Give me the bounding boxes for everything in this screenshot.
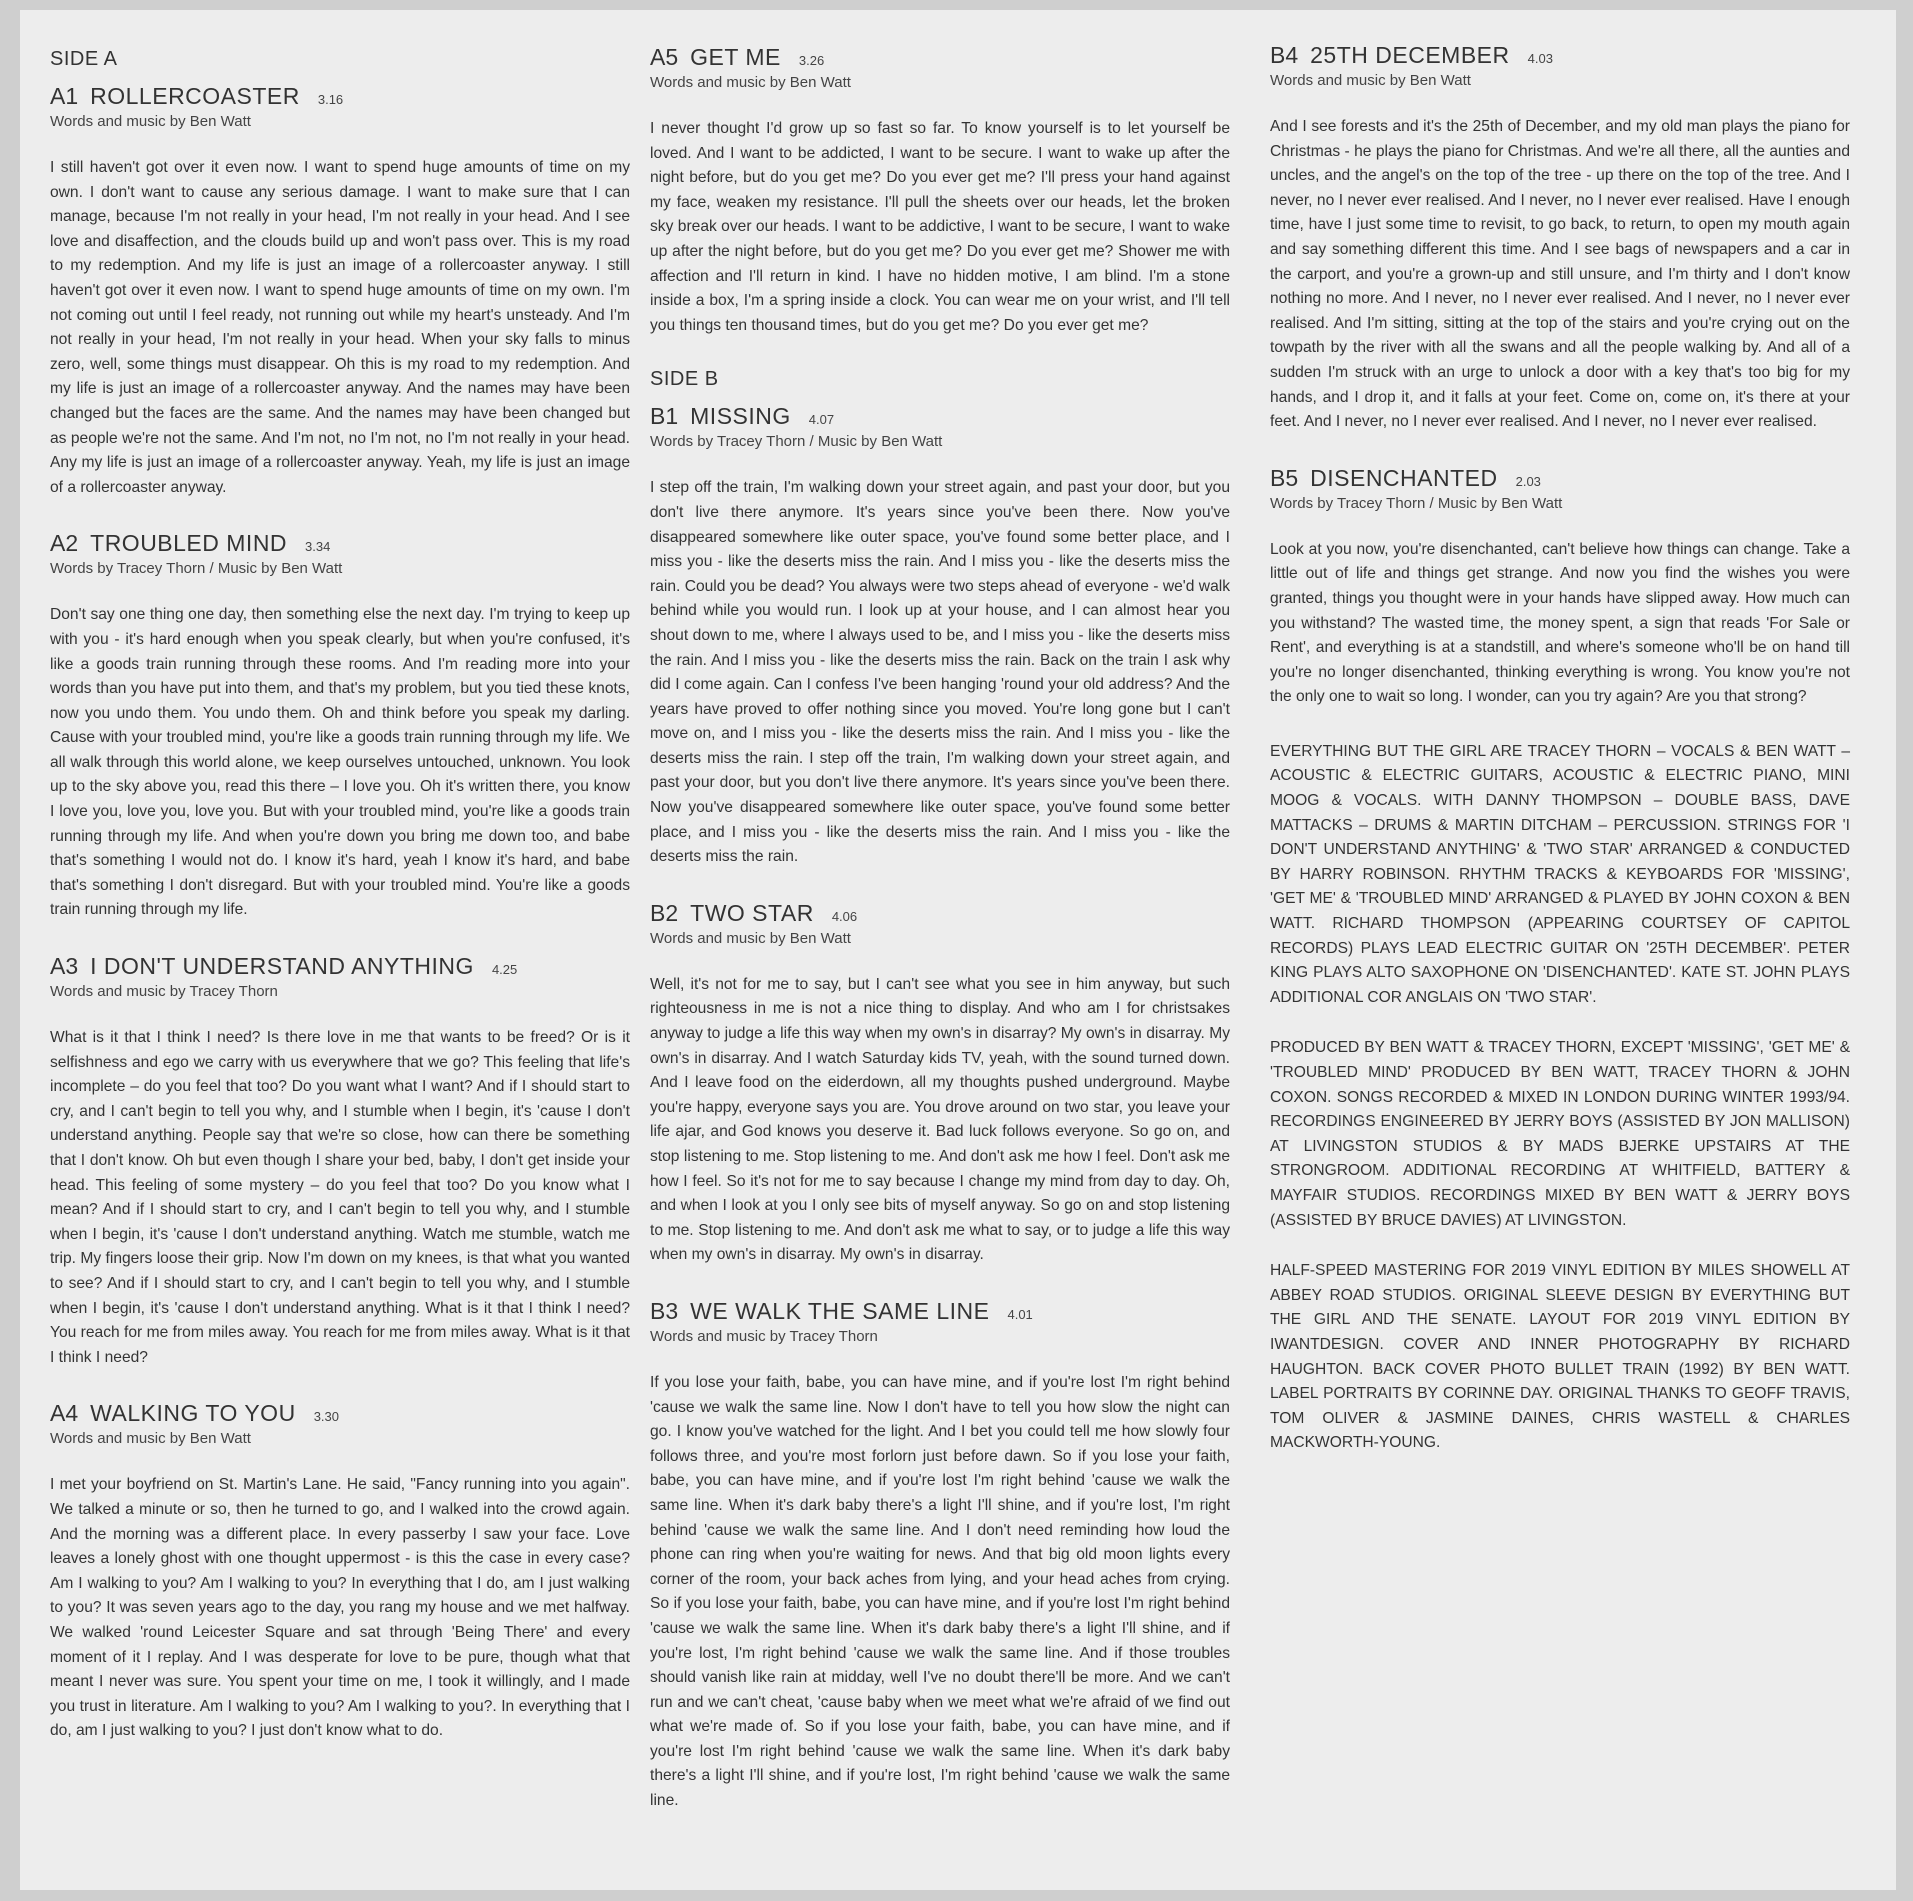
track-b4 xyxy=(1270,42,1850,435)
track-title: ROLLERCOASTER xyxy=(90,83,300,109)
credits-production: PRODUCED BY BEN WATT & TRACEY THORN, EXCEPT 'MISSING', 'GET ME' & 'TROUBLED MIND' PRODUCED BY BEN WATT, TRACEY THORN & JOHN COXON. SONGS RECORDED & MIXED IN LONDON DURING WINTER 1993/94. RECORDINGS ENGINEERED BY JERRY BOYS (ASSISTED BY JON MALLISON) AT LIVINGSTON STUDIOS & BY MADS BJERKE UPSTAIRS AT THE STRONGROOM. ADDITIONAL RECORDING AT WHITFIELD, BATTERY & MAYFAIR STUDIOS. RECORDINGS MIXED BY BEN WATT & JERRY BOYS (ASSISTED BY BRUCE DAVIES) AT LIVINGSTON. xyxy=(1270,1039,1850,1229)
track-b3 xyxy=(650,1298,1230,1814)
track-a1 xyxy=(50,83,630,500)
track-title: TWO STAR xyxy=(690,899,814,926)
track-lyrics: I never thought I'd grow up so fast so far. To know yourself is to let yourself be loved. And I want to be addicted, I want to be secure. I want to wake up after the night before, but do you get me? Do you ever get me? I'll press your hand against my face, weaken my resistance. I'll pull the sheets over our heads, let the broken sky break over our heads. I want to be addictive, I want to be secure, I want to wake up after the night before, but do you get me? Do you ever get me? Shower me with affection and I'll return in kind. I have no hidden motive, I am blind. I'm a stone inside a box, I'm a spring inside a clock. You can wear me on your wrist, and I'll tell you things ten thousand times, but do you get me? Do you ever get me? xyxy=(650,120,1230,334)
track-credit: Words by Tracey Thorn / Music by Ben Watt xyxy=(1270,494,1563,512)
track-duration: 4.25 xyxy=(491,962,518,978)
track-a5 xyxy=(650,44,1230,338)
track-duration: 3.30 xyxy=(313,1409,339,1425)
track-lyrics: If you lose your faith, babe, you can have mine, and if you're lost I'm right behind 'cause we walk the same line. Now I don't have to tell you how slow the night can go. I know you've watched for the light. And I bet you could tell me how slowly four follows three, and you're most forlorn just before dawn. So if you lose your faith, babe, you can have mine, and if you're lost I'm right behind 'cause we walk the same line. When it's dark baby there's a light I'll shine, and if you're lost, I'm right behind 'cause we walk the same line. And I don't need reminding how loud the phone can ring when you're waiting for news. And that big old moon lights every corner of the room, your back aches from lying, and your head aches from crying. So if you lose your faith, babe, you can have mine, and if you're lost I'm right behind 'cause we walk the same line. When it's dark baby there's a light I'll shine, and if you're lost, I'm right behind 'cause we walk the same line. And if those troubles should vanish like rain at midday, well I've no doubt there'll be more. And we can't run and we can't cheat, 'cause baby when we meet what we're afraid of we find out what we're made of. So if you lose your faith, babe, you can have mine, and if you're lost I'm right behind 'cause we walk the same line. When it's dark baby there's a light I'll shine, and if you're lost, I'm right behind 'cause we walk the same line. xyxy=(650,1373,1230,1810)
track-credit: Words by Tracey Thorn / Music by Ben Watt xyxy=(650,433,943,451)
track-code: A2 xyxy=(50,530,79,557)
track-credit: Words and music by Ben Watt xyxy=(50,1430,251,1448)
column-side-a xyxy=(50,48,630,1774)
track-a2 xyxy=(50,530,630,923)
track-b1 xyxy=(650,403,1230,870)
track-credit: Words and music by Ben Watt xyxy=(650,74,851,91)
track-code: B5 xyxy=(1270,464,1299,491)
track-duration: 3.16 xyxy=(317,92,344,107)
track-title: GET ME xyxy=(690,44,781,70)
track-title: I DON'T UNDERSTAND ANYTHING xyxy=(90,953,474,980)
side-b-label: SIDE B xyxy=(650,368,719,391)
track-lyrics: I step off the train, I'm walking down your street again, and past your door, but you don't live there anymore. It's years since you've been there. Now you've disappeared somewhere like outer space, you've found some better place, and I miss you - like the deserts miss the rain. And I miss you - like the deserts miss the rain. Could you be dead? You always were two steps ahead of everyone - we'd walk behind while you would run. I look up at your house, and I can almost hear you shout down to me, where I always used to be, and I miss you - like the deserts miss the rain. And I miss you - like the deserts miss the rain. Back on the train I ask why did I come again. Can I confess I've been hanging 'round your old address? And the years have proved to offer nothing since you moved. You're long gone but I can't move on, and I miss you - like the deserts miss the rain. And I miss you - like the deserts miss the rain. I step off the train, I'm walking down your street again, and past your door, but you don't live there anymore. It's years since you've been there. Now you've disappeared somewhere like outer space, you've found some better place, and I miss you - like the deserts miss the rain. And I miss you - like the deserts miss the rain. xyxy=(650,479,1230,866)
track-lyrics: What is it that I think I need? Is there love in me that wants to be freed? Or is it selfishness and ego we carry with us everywhere that we go? This feeling that life's incomplete – do you feel that too? Do you want what I want? And if I should start to cry, and I can't begin to tell you why, and I stumble when I begin, it's 'cause I don't understand anything. People say that we're so close, how can there be something that I don't know. Oh but even though I share your bed, baby, I don't get inside your head. This feeling of some mystery – do you feel that too? Do you know what I mean? And if I should start to cry, and I can't begin to tell you why, and I stumble when I begin, it's 'cause I don't understand anything. Watch me stumble, watch me trip. My fingers loose their grip. Now I'm down on my knees, is that what you wanted to see? And if I should start to cry, and I can't begin to tell you why, and I stumble when I begin, it's 'cause I don't understand anything. What is it that I think I need? You reach for me from miles away. You reach for me from miles away. What is it that I think I need? xyxy=(50,1029,630,1366)
track-duration: 4.03 xyxy=(1527,51,1553,66)
track-b2 xyxy=(650,900,1230,1268)
track-duration: 3.34 xyxy=(305,539,331,555)
track-duration: 4.07 xyxy=(808,412,835,428)
credits-design: HALF-SPEED MASTERING FOR 2019 VINYL EDITION BY MILES SHOWELL AT ABBEY ROAD STUDIOS. ORIGINAL SLEEVE DESIGN BY EVERYTHING BUT THE GIRL AND THE SENATE. LAYOUT FOR 2019 VINYL EDITION BY IWANTDESIGN. COVER AND INNER PHOTOGRAPHY BY RICHARD HAUGHTON. BACK COVER PHOTO BULLET TRAIN (1992) BY BEN WATT. LABEL PORTRAITS BY CORINNE DAY. ORIGINAL THANKS TO GEOFF TRAVIS, TOM OLIVER & JASMINE DAINES, CHRIS WASTELL & CHARLES MACKWORTH-YOUNG. xyxy=(1270,1262,1850,1452)
track-lyrics: I still haven't got over it even now. I want to spend huge amounts of time on my own. I don't want to cause any serious damage. I want to make sure that I can manage, because I'm not really in your head, I'm not really in your head. And I see love and disaffection, and the clouds build up and won't pass over. This is my road to my redemption. And my life is just an image of a rollercoaster anyway. I still haven't got over it even now. I want to spend huge amounts of time on my own. I'm not coming out until I feel ready, not running out while my heart's unsteady. And I'm not really in your head, I'm not really in your head. When your sky falls to minus zero, well, some things must disappear. Oh this is my road to my redemption. And my life is just an image of a rollercoaster anyway. And the names may have been changed but the faces are the same. And the names may have been changed but as people we're not the same. And I'm not, no I'm not, no I'm not really in your head. Any my life is just an image of a rollercoaster anyway. Yeah, my life is just an image of a rollercoaster anyway. xyxy=(50,159,630,496)
track-lyrics: Don't say one thing one day, then something else the next day. I'm trying to keep up with you - it's hard enough when you speak clearly, but when you're confused, it's like a goods train running through these rooms. And I'm reading more into your words than you have put into them, and that's my problem, but you tied these knots, now you undo them. You undo them. Oh and think before you speak my darling. Cause with your troubled mind, you're like a goods train running through my life. We all walk through this world alone, we keep ourselves untouched, unknown. You look up to the sky above you, read this there – I love you. Oh it's written there, you know I love you, love you, love you. But with your troubled mind, you're like a goods train running through my life. And when you're down you bring me down too, and babe that's something I would not do. I know it's hard, yeah I know it's hard, and babe that's something I don't disregard. But with your troubled mind. You're like a goods train running through my life. xyxy=(50,606,630,919)
track-title: WALKING TO YOU xyxy=(90,1400,296,1427)
track-b5 xyxy=(1270,465,1850,710)
track-code: B1 xyxy=(650,403,679,430)
track-a3 xyxy=(50,953,630,1370)
track-title: MISSING xyxy=(690,403,791,430)
track-title: DISENCHANTED xyxy=(1310,464,1498,491)
track-duration: 2.03 xyxy=(1515,473,1541,489)
track-title: 25TH DECEMBER xyxy=(1310,42,1510,68)
track-code: B4 xyxy=(1270,42,1299,68)
track-code: B2 xyxy=(650,899,679,926)
column-credits xyxy=(1270,42,1850,1482)
track-code: A4 xyxy=(50,1400,79,1427)
track-title: TROUBLED MIND xyxy=(90,530,288,557)
track-code: A5 xyxy=(650,44,679,70)
track-code: B3 xyxy=(650,1297,679,1324)
track-lyrics: I met your boyfriend on St. Martin's Lane. He said, "Fancy running into you again". We talked a minute or so, then he turned to go, and I walked into the crowd again. And the morning was a different place. In every passerby I saw your face. Love leaves a lonely ghost with one thought uppermost - is this the case in every case? Am I walking to you? Am I walking to you? In everything that I do, am I just walking to you? It was seven years ago to the day, you rang my house and we met halfway. We walked 'round Leicester Square and sat through 'Being There' and every moment of it I replay. And I was desperate for love to be pure, though what that meant I never was sure. You spent your time on me, I took it willingly, and I made you trust in literature. Am I walking to you? Am I walking to you?. In everything that I do, am I just walking to you? I just don't know what to do. xyxy=(50,1476,630,1740)
track-code: A3 xyxy=(50,953,79,980)
track-credit: Words by Tracey Thorn / Music by Ben Watt xyxy=(50,560,343,578)
track-lyrics: And I see forests and it's the 25th of December, and my old man plays the piano for Christmas - he plays the piano for Christmas. And we're all there, all the aunties and uncles, and the angel's on the top of the tree - up there on the top of the tree. And I never, no I never ever realised. And I never, no I never ever realised. Have I enough time, have I just some time to revisit, to go back, to return, to open my mouth again and say something different this time. And I see bags of newspapers and a car in the carport, and you're a grown-up and still unsure, and I'm thirty and I don't know nothing no more. And I never, no I never ever realised. And I never, no I never ever realised. And I'm sitting, sitting at the top of the stairs and you're crying out on the towpath by the river with all the swans and all the people walking by. And all of a sudden I'm struck with an urge to unlock a door with a key that's too big for my hands, and I drop it, and it falls at your feet. Come on, come on, it's there at your feet. And I never, no I never ever realised. And I never, no I never ever realised. xyxy=(1270,118,1850,431)
track-lyrics: Well, it's not for me to say, but I can't see what you see in him anyway, but such righteousness in me is not a nice thing to display. And who am I for christsakes anyway to judge a life this way when my own's in disarray? My own's in disarray. My own's in disarray. And I watch Saturday kids TV, yeah, with the sound turned down. And I leave food on the eiderdown, all my thoughts pushed underground. Maybe you're happy, everyone says you are. You drove around on two star, you leave your life ajar, and God knows you deserve it. Bad luck follows everyone. So go on, and stop listening to me. Stop listening to me. And don't ask me how I feel. Don't ask me how I feel. So it's not for me to say because I change my mind from day to day. Oh, and when I look at you I only see bits of myself anyway. So go on and stop listening to me. Stop listening to me. And don't ask me what to say, or to judge a life this way when my own's in disarray. My own's in disarray. xyxy=(650,975,1230,1264)
track-credit: Words and music by Ben Watt xyxy=(1270,72,1471,89)
track-duration: 4.01 xyxy=(1007,1306,1033,1322)
credits-performers: EVERYTHING BUT THE GIRL ARE TRACEY THORN – VOCALS & BEN WATT – ACOUSTIC & ELECTRIC GUITARS, ACOUSTIC & ELECTRIC PIANO, MINI MOOG & VOCALS. WITH DANNY THOMPSON – DOUBLE BASS, DAVE MATTACKS – DRUMS & MARTIN DITCHAM – PERCUSSION. STRINGS FOR 'I DON'T UNDERSTAND ANYTHING' & 'TWO STAR' ARRANGED & CONDUCTED BY HARRY ROBINSON. RHYTHM TRACKS & KEYBOARDS FOR 'MISSING', 'GET ME' & 'TROUBLED MIND' ARRANGED & PLAYED BY JOHN COXON & BEN WATT. RICHARD THOMPSON (APPEARING COURTSEY OF CAPITOL RECORDS) PLAYS LEAD ELECTRIC GUITAR ON '25TH DECEMBER'. PETER KING PLAYS ALTO SAXOPHONE ON 'DISENCHANTED'. KATE ST. JOHN PLAYS ADDITIONAL COR ANGLAIS ON 'TWO STAR'. xyxy=(1270,742,1850,1006)
lyric-sheet xyxy=(20,10,1896,1890)
track-code: A1 xyxy=(50,83,79,109)
column-side-b xyxy=(650,44,1230,1844)
track-duration: 4.06 xyxy=(831,908,858,924)
track-lyrics: Look at you now, you're disenchanted, can't believe how things can change. Take a little out of life and things get strange. And now you find the wishes you were granted, things you thought were in your hands have slipped away. How much can you withstand? The wasted time, the money spent, a sign that reads 'For Sale or Rent', and everything is at a standstill, and where's someone who'll be on hand till you're no longer disenchanted, thinking everything is wrong. You know you're not the only one to wait so long. I wonder, can you try again? Are you that strong? xyxy=(1270,540,1850,706)
track-a4 xyxy=(50,1400,630,1744)
track-credit: Words and music by Ben Watt xyxy=(650,929,851,947)
track-credit: Words and music by Tracey Thorn xyxy=(650,1327,878,1345)
track-credit: Words and music by Tracey Thorn xyxy=(50,983,278,1001)
track-title: WE WALK THE SAME LINE xyxy=(690,1297,990,1324)
track-credit: Words and music by Ben Watt xyxy=(50,113,251,130)
side-a-label: SIDE A xyxy=(50,48,118,70)
track-duration: 3.26 xyxy=(798,53,825,68)
